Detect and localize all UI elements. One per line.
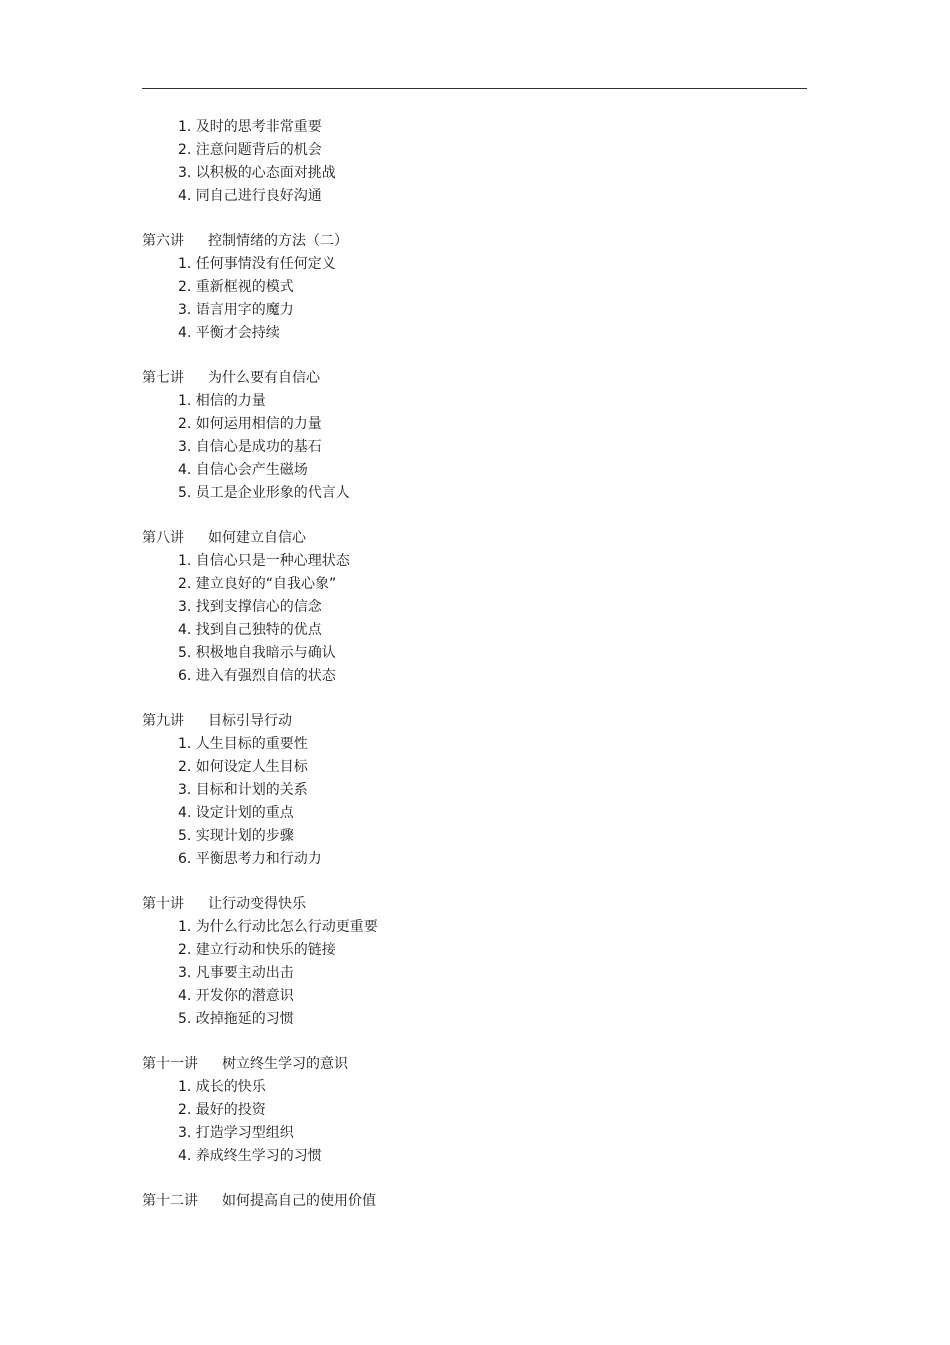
- lecture-section-12: [142, 1190, 807, 1213]
- lecture-number: 第十讲: [142, 896, 184, 912]
- lecture-title: 让行动变得快乐: [208, 896, 306, 912]
- lecture-heading: [142, 527, 807, 550]
- list-item: 2. 建立良好的“自我心象”: [178, 576, 337, 592]
- list-item: 6. 平衡思考力和行动力: [178, 851, 322, 867]
- list-item: 1. 人生目标的重要性: [178, 736, 308, 752]
- intro-list: [142, 116, 807, 208]
- list-item: 2. 注意问题背后的机会: [178, 142, 322, 158]
- lecture-heading: [142, 710, 807, 733]
- lecture-section-9: [142, 710, 807, 871]
- lecture-title: 如何建立自信心: [208, 530, 306, 546]
- list-item: 4. 养成终生学习的习惯: [178, 1148, 322, 1164]
- lecture-items: [142, 390, 807, 505]
- lecture-title: 控制情绪的方法（二）: [208, 233, 348, 249]
- list-item: 3. 自信心是成功的基石: [178, 439, 322, 455]
- lecture-section-11: [142, 1053, 807, 1168]
- list-item: 4. 设定计划的重点: [178, 805, 294, 821]
- list-item: 4. 找到自己独特的优点: [178, 622, 322, 638]
- list-item: 5. 积极地自我暗示与确认: [178, 645, 336, 661]
- list-item: 3. 打造学习型组织: [178, 1125, 294, 1141]
- list-item: 1. 成长的快乐: [178, 1079, 266, 1095]
- lecture-title: 目标引导行动: [208, 713, 292, 729]
- lecture-section-8: [142, 527, 807, 688]
- list-item: 3. 以积极的心态面对挑战: [178, 165, 336, 181]
- lecture-heading: [142, 893, 807, 916]
- list-item: 3. 语言用字的魔力: [178, 302, 294, 318]
- list-item: 1. 相信的力量: [178, 393, 266, 409]
- lecture-heading: [142, 1190, 807, 1213]
- list-item: 1. 及时的思考非常重要: [178, 119, 322, 135]
- lecture-number: 第十二讲: [142, 1193, 198, 1209]
- list-item: 5. 实现计划的步骤: [178, 828, 294, 844]
- list-item: 3. 凡事要主动出击: [178, 965, 294, 981]
- lecture-heading: [142, 367, 807, 390]
- list-item: 4. 自信心会产生磁场: [178, 462, 308, 478]
- lecture-heading: [142, 230, 807, 253]
- list-item: 2. 最好的投资: [178, 1102, 266, 1118]
- list-item: 2. 如何运用相信的力量: [178, 416, 322, 432]
- lecture-number: 第八讲: [142, 530, 184, 546]
- lecture-title: 为什么要有自信心: [208, 370, 320, 386]
- list-item: 1. 自信心只是一种心理状态: [178, 553, 350, 569]
- lecture-section-10: [142, 893, 807, 1031]
- header-rule: [142, 88, 807, 89]
- lecture-items: [142, 550, 807, 688]
- lecture-heading: [142, 1053, 807, 1076]
- list-item: 3. 找到支撑信心的信念: [178, 599, 322, 615]
- list-item: 4. 开发你的潜意识: [178, 988, 294, 1004]
- lecture-section-6: [142, 230, 807, 345]
- lecture-number: 第九讲: [142, 713, 184, 729]
- list-item: 2. 重新框视的模式: [178, 279, 294, 295]
- lecture-number: 第六讲: [142, 233, 184, 249]
- list-item: 6. 进入有强烈自信的状态: [178, 668, 336, 684]
- list-item: 3. 目标和计划的关系: [178, 782, 308, 798]
- document-body: [142, 116, 807, 1213]
- list-item: 5. 改掉拖延的习惯: [178, 1011, 294, 1027]
- lecture-title: 树立终生学习的意识: [222, 1056, 348, 1072]
- lecture-items: [142, 916, 807, 1031]
- list-item: 1. 任何事情没有任何定义: [178, 256, 336, 272]
- lecture-number: 第十一讲: [142, 1056, 198, 1072]
- list-item: 4. 平衡才会持续: [178, 325, 280, 341]
- list-item: 2. 如何设定人生目标: [178, 759, 308, 775]
- list-item: 2. 建立行动和快乐的链接: [178, 942, 336, 958]
- lecture-items: [142, 733, 807, 871]
- lecture-title: 如何提高自己的使用价值: [222, 1193, 376, 1209]
- list-item: 5. 员工是企业形象的代言人: [178, 485, 350, 501]
- lecture-items: [142, 253, 807, 345]
- lecture-section-7: [142, 367, 807, 505]
- list-item: 1. 为什么行动比怎么行动更重要: [178, 919, 378, 935]
- lecture-number: 第七讲: [142, 370, 184, 386]
- list-item: 4. 同自己进行良好沟通: [178, 188, 322, 204]
- lecture-items: [142, 1076, 807, 1168]
